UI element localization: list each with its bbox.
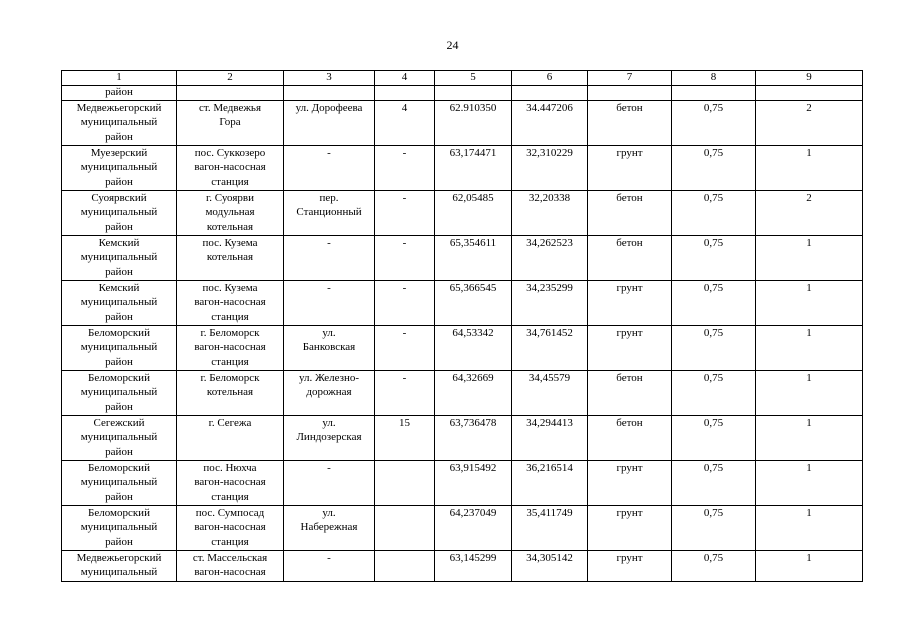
table-cell (512, 86, 588, 101)
table-cell: грунт (588, 461, 672, 506)
table-cell: 0,75 (672, 326, 756, 371)
table-cell: 32,310229 (512, 146, 588, 191)
table-cell: 0,75 (672, 416, 756, 461)
table-row (62, 506, 863, 551)
table-cell: ул. Набережная (284, 506, 375, 551)
table-cell: - (284, 281, 375, 326)
table-row (62, 461, 863, 506)
table-cell: 1 (756, 371, 863, 416)
table-cell: 63,174471 (435, 146, 512, 191)
table-cell: 34,294413 (512, 416, 588, 461)
column-header: 5 (435, 71, 512, 86)
table-cell: 64,237049 (435, 506, 512, 551)
column-header: 9 (756, 71, 863, 86)
table-row (62, 551, 863, 582)
table-cell: 1 (756, 146, 863, 191)
table-cell (375, 461, 435, 506)
table-cell: 15 (375, 416, 435, 461)
table-row (62, 236, 863, 281)
table-cell: 2 (756, 191, 863, 236)
table-cell: 0,75 (672, 371, 756, 416)
table-cell: Беломорский муниципальный район (62, 371, 177, 416)
table-cell: 63,915492 (435, 461, 512, 506)
table-cell: 35,411749 (512, 506, 588, 551)
table-cell (375, 86, 435, 101)
table-row (62, 86, 863, 101)
data-table (61, 70, 863, 582)
table-cell: пос. Сумпосад вагон-насосная станция (177, 506, 284, 551)
table-cell: грунт (588, 506, 672, 551)
table-cell: - (375, 371, 435, 416)
table-cell: 0,75 (672, 146, 756, 191)
table-cell: 64,32669 (435, 371, 512, 416)
table-cell: г. Сегежа (177, 416, 284, 461)
table-cell: пос. Кузема котельная (177, 236, 284, 281)
table-cell: 34,235299 (512, 281, 588, 326)
table-cell: Муезерский муниципальный район (62, 146, 177, 191)
table-cell: пос. Кузема вагон-насосная станция (177, 281, 284, 326)
table-row (62, 191, 863, 236)
table-cell: 1 (756, 506, 863, 551)
table-cell: 36,216514 (512, 461, 588, 506)
table-row (62, 416, 863, 461)
table-cell: Беломорский муниципальный район (62, 461, 177, 506)
table-cell: район (62, 86, 177, 101)
table-cell (284, 86, 375, 101)
table-cell: 0,75 (672, 236, 756, 281)
table-cell: 34,761452 (512, 326, 588, 371)
table-cell: ст. Массельская вагон-насосная (177, 551, 284, 582)
table-cell: бетон (588, 191, 672, 236)
table-cell: Сегежский муниципальный район (62, 416, 177, 461)
table-cell: - (375, 236, 435, 281)
table-cell: 1 (756, 326, 863, 371)
table-cell: 32,20338 (512, 191, 588, 236)
table-cell: бетон (588, 236, 672, 281)
table-row (62, 146, 863, 191)
table-cell: пос. Суккозеро вагон-насосная станция (177, 146, 284, 191)
table-cell: 1 (756, 416, 863, 461)
table-row (62, 371, 863, 416)
table-cell (756, 86, 863, 101)
page-number: 24 (446, 38, 459, 52)
table-cell: 34,262523 (512, 236, 588, 281)
table-cell: ул. Железно- дорожная (284, 371, 375, 416)
table-cell: 1 (756, 281, 863, 326)
table-cell: бетон (588, 416, 672, 461)
table-cell: 0,75 (672, 551, 756, 582)
table-cell: 62.910350 (435, 101, 512, 146)
table-cell: - (284, 146, 375, 191)
table-cell: ул. Дорофеева (284, 101, 375, 146)
table-cell: Беломорский муниципальный район (62, 326, 177, 371)
table-cell: ст. Медвежья Гора (177, 101, 284, 146)
table-cell: грунт (588, 551, 672, 582)
table-cell: 34.447206 (512, 101, 588, 146)
column-header: 8 (672, 71, 756, 86)
table-cell: 0,75 (672, 506, 756, 551)
table-cell: 63,736478 (435, 416, 512, 461)
table-cell: 1 (756, 236, 863, 281)
table-row (62, 101, 863, 146)
table-cell: грунт (588, 326, 672, 371)
table-cell: 0,75 (672, 191, 756, 236)
column-header: 1 (62, 71, 177, 86)
table-cell (177, 86, 284, 101)
table-cell: - (375, 146, 435, 191)
table-cell: Суоярвский муниципальный район (62, 191, 177, 236)
table-cell: Медвежьегорский муниципальный (62, 551, 177, 582)
table-cell: 63,145299 (435, 551, 512, 582)
table-cell: - (284, 236, 375, 281)
table-cell: - (375, 326, 435, 371)
table-cell: 34,305142 (512, 551, 588, 582)
table-cell: 34,45579 (512, 371, 588, 416)
column-header: 2 (177, 71, 284, 86)
table-cell: 1 (756, 551, 863, 582)
table-cell: г. Суоярви модульная котельная (177, 191, 284, 236)
table-cell: Кемский муниципальный район (62, 281, 177, 326)
table-cell (375, 551, 435, 582)
table-header-row (62, 71, 863, 86)
column-header: 3 (284, 71, 375, 86)
table-cell: бетон (588, 101, 672, 146)
table-cell: - (375, 191, 435, 236)
column-header: 7 (588, 71, 672, 86)
table-cell: 65,366545 (435, 281, 512, 326)
table-cell: 62,05485 (435, 191, 512, 236)
table-cell: г. Беломорск котельная (177, 371, 284, 416)
table-cell (588, 86, 672, 101)
table-cell (375, 506, 435, 551)
table-cell: - (284, 551, 375, 582)
table-cell: Беломорский муниципальный район (62, 506, 177, 551)
table-cell: ул. Банковская (284, 326, 375, 371)
table-cell: 0,75 (672, 281, 756, 326)
table-cell: ул. Линдозерская (284, 416, 375, 461)
table-cell: - (284, 461, 375, 506)
table-cell: 65,354611 (435, 236, 512, 281)
table-row (62, 281, 863, 326)
table-cell (672, 86, 756, 101)
table-cell: 0,75 (672, 101, 756, 146)
table-cell: пос. Нюхча вагон-насосная станция (177, 461, 284, 506)
table-cell: Кемский муниципальный район (62, 236, 177, 281)
table-cell: Медвежьегорский муниципальный район (62, 101, 177, 146)
table-row (62, 326, 863, 371)
table-cell: грунт (588, 281, 672, 326)
table-cell: 2 (756, 101, 863, 146)
table-cell: 64,53342 (435, 326, 512, 371)
table-cell: 1 (756, 461, 863, 506)
column-header: 4 (375, 71, 435, 86)
table-cell: - (375, 281, 435, 326)
table-cell: г. Беломорск вагон-насосная станция (177, 326, 284, 371)
table-cell: бетон (588, 371, 672, 416)
table-cell: пер. Станционный (284, 191, 375, 236)
table-cell: грунт (588, 146, 672, 191)
table-cell (435, 86, 512, 101)
column-header: 6 (512, 71, 588, 86)
table-cell: 4 (375, 101, 435, 146)
table-cell: 0,75 (672, 461, 756, 506)
